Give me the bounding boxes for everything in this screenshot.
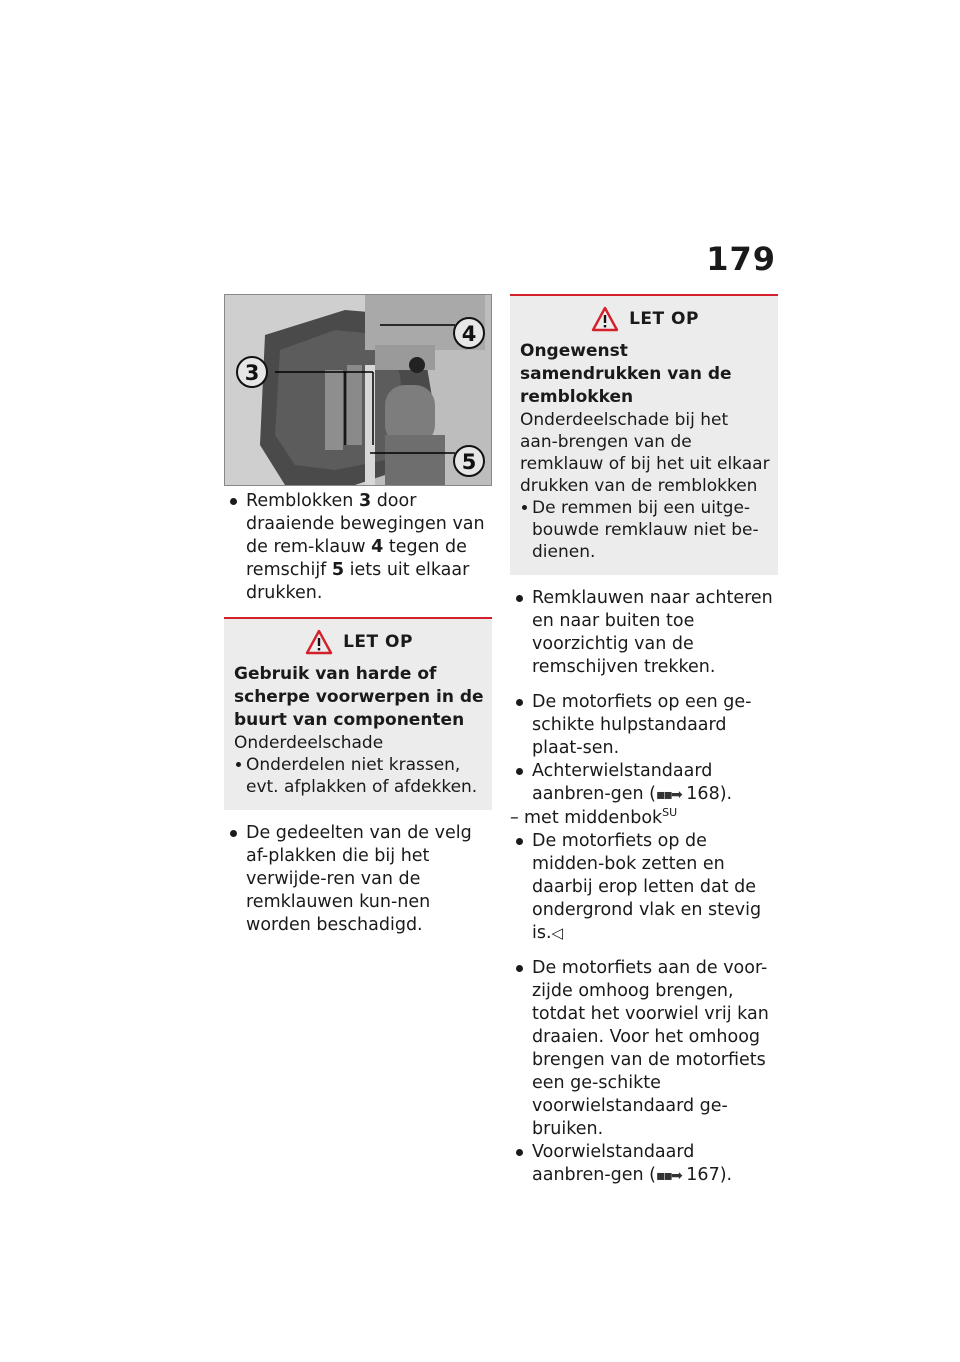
instruction-rear-stand: Achterwielstandaard aanbren-gen (▪▪➡ 168). [510,760,778,807]
callout-4 [454,318,484,348]
instruction-remove-calipers: Remklauwen naar achteren en naar buiten toe voorzichtig van de remschijven trekken. [510,587,778,679]
page-reference-link[interactable]: 168 [686,784,720,804]
warning-triangle-icon [591,306,619,332]
warning-subtitle: Ongewenst samendrukken van de remblokken [520,341,732,407]
warning-box-hard-objects [224,617,492,810]
instruction-tape-rim: De gedeelten van de velg af-plakken die bij het verwijde-ren van de remklauwen kun-nen worden beschadigd. [224,822,492,937]
warning-subtitle: Gebruik van harde of scherpe voorwerpen in de buurt van componenten [234,664,484,730]
instruction-auxiliary-stand: De motorfiets op een ge-schikte hulpstandaard plaat-sen. [510,691,778,760]
page-number: 179 [706,240,776,278]
instruction-center-stand: De motorfiets op de midden-bok zetten en daarbij erop letten dat de ondergrond vlak en stevig is.◁ [510,830,778,945]
instruction-front-stand: Voorwielstandaard aanbren-gen (▪▪➡ 167). [510,1141,778,1188]
brake-caliper-photo [224,294,492,486]
page-reference-arrow-icon: ▪▪➡ [656,1168,681,1184]
option-code: SU [662,806,678,820]
callout-3-label: 3 [244,361,260,385]
warning-item: Onderdelen niet krassen, evt. afplakken of afdekken. [234,754,484,798]
end-of-option-icon: ◁ [551,924,564,942]
brake-caliper-illustration [225,295,491,485]
warning-text: Onderdeelschade bij het aan-brengen van de remklauw of bij het uit elkaar drukken van de remblokken [520,410,770,496]
callout-3 [237,357,267,387]
option-center-stand: – met middenbok$^{SU}$ [510,807,778,830]
warning-title: LET OP [629,309,699,329]
callout-5-label: 5 [461,450,477,474]
right-column [510,294,778,1188]
warning-text: Onderdeelschade [234,733,384,753]
instruction-push-pads: Remblokken 3 door draaiende bewegingen van de rem-klauw 4 tegen de remschijf 5 iets uit elkaar drukken. [224,490,492,605]
warning-item: De remmen bij een uitge-bouwde remklauw niet be-dienen. [520,497,770,563]
instruction-raise-front: De motorfiets aan de voor-zijde omhoog brengen, totdat het voorwiel vrij kan draaien. Voor het omhoog brengen van de motorfiets een ge-schikte voorwielstandaard ge-bruiken. [510,957,778,1141]
page-reference-arrow-icon: ▪▪➡ [656,787,681,803]
warning-box-compressing-pads [510,294,778,575]
warning-triangle-icon [305,629,333,655]
callout-4-label: 4 [461,322,477,346]
callout-5 [454,446,484,476]
warning-title: LET OP [343,632,413,652]
left-column [224,294,492,937]
page-reference-link[interactable]: 167 [686,1165,720,1185]
